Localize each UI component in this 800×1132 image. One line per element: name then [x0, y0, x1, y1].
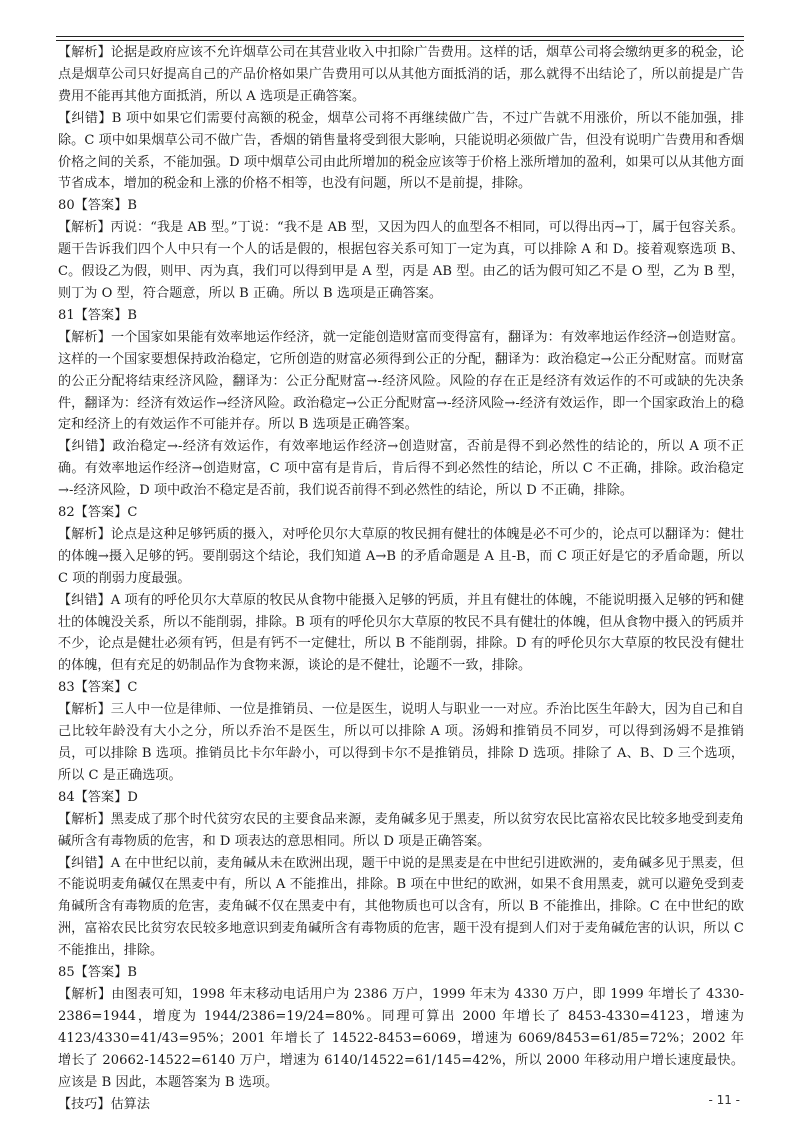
paragraph-analysis: 【解析】论据是政府应该不允许烟草公司在其营业收入中扣除广告费用。这样的话，烟草公司将会缴纳更多的税金，论点是烟草公司只好提高自己的产品价格如果广告费用可以从其他方面抵消的话，那么就得不出结论了，所以前提是广告费用不能再其他方面抵消，所以 A 选项是正确答案。	[58, 45, 744, 104]
document-body	[58, 42, 744, 1115]
paragraph-correction: 【纠错】B 项中如果它们需要付高额的税金，烟草公司将不再继续做广告，不过广告就不用涨价，所以不能加强，排除。C 项中如果烟草公司不做广告，香烟的销售量将受到很大影响，只能说明必须做广告，但没有说明广告费用和香烟价格之间的关系，不能加强。D 项中烟草公司由此所增加的税金应该等于价格上涨所增加的盈利，如果可以从其他方面节省成本，增加的税金和上涨的价格不相等，也没有问题，所以不是前提，排除。	[58, 110, 744, 192]
answer-81: 81【答案】B	[58, 307, 138, 323]
paragraph-analysis: 【解析】三人中一位是律师、一位是推销员、一位是医生，说明人与职业一一对应。乔治比医生年龄大，因为自己和自己比较年龄没有大小之分，所以乔治不是医生，所以可以排除 A 项。汤姆和推销员不同岁，可以得到汤姆不是推销员，可以排除 B 选项。推销员比卡尔年龄小，可以得到卡尔不是推销员，排除 D 选项。排除了 A、B、D 三个选项，所以 C 是正确选项。	[58, 702, 744, 783]
answer-82: 82【答案】C	[58, 505, 138, 521]
paragraph-analysis: 【解析】丙说：“我是 AB 型。”丁说：“我不是 AB 型，又因为四人的血型各不相同，可以得出丙→丁，属于包容关系。题干告诉我们四个人中只有一个人的话是假的，根据包容关系可知丁一定为真，可以排除 A 和 D。接着观察选项 B、C。假设乙为假，则甲、丙为真，我们可以得到甲是 A 型，丙是 AB 型。由乙的话为假可知乙不是 O 型，乙为 B 型，则丁为 O 型，符合题意，所以 B 正确。所以 B 选项是正确答案。	[58, 220, 744, 301]
header-rule-thin	[56, 40, 744, 41]
paragraph-tip: 【技巧】估算法	[58, 1096, 151, 1112]
answer-83: 83【答案】C	[58, 680, 138, 696]
answer-85: 85【答案】B	[58, 965, 138, 981]
paragraph-analysis: 【解析】论点是这种足够钙质的摄入，对呼伦贝尔大草原的牧民拥有健壮的体魄是必不可少的，论点可以翻译为：健壮的体魄→摄入足够的钙。要削弱这个结论，我们知道 A→B 的矛盾命题是 A 且-B，而 C 项正好是它的矛盾命题，所以 C 项的削弱力度最强。	[58, 526, 744, 586]
page-number: - 11 -	[708, 1093, 740, 1107]
paragraph-analysis: 【解析】由图表可知，1998 年末移动电话用户为 2386 万户，1999 年末为 4330 万户，即 1999 年增长了 4330-2386=1944，增度为 1944/2386=19/24=80%。同理可算出 2000 年增长了 8453-4330=4123，增速为 4123/4330=41/43=95%；2001 年增长了 14522-8453=6069，增速为 6069/8453=61/85=72%；2002 年增长了 20662-14522=6140 万户，增速为 6140/14522=61/145=42%，所以 2000 年移动用户增长速度最快。应该是 B 因此，本题答案为 B 选项。	[58, 986, 744, 1090]
paragraph-analysis: 【解析】黑麦成了那个时代贫穷农民的主要食品来源，麦角碱多见于黑麦，所以贫穷农民比富裕农民比较多地受到麦角碱所含有毒物质的危害，和 D 项表达的意思相同。所以 D 项是正确答案。	[58, 811, 744, 849]
header-rule	[56, 36, 744, 37]
answer-80: 80【答案】B	[58, 198, 138, 214]
paragraph-correction: 【纠错】A 项有的呼伦贝尔大草原的牧民从食物中能摄入足够的钙质，并且有健壮的体魄，不能说明摄入足够的钙和健壮的体魄没关系，所以不能削弱，排除。B 项有的呼伦贝尔大草原的牧民不具有健壮的体魄，但从食物中摄入的钙质并不少，论点是健壮必须有钙，但是有钙不一定健壮，所以 B 不能削弱，排除。D 有的呼伦贝尔大草原的牧民没有健壮的体魄，但有充足的奶制品作为食物来源，谈论的是不健壮，论题不一致，排除。	[58, 592, 744, 674]
paragraph-analysis: 【解析】一个国家如果能有效率地运作经济，就一定能创造财富而变得富有，翻译为：有效率地运作经济→创造财富。这样的一个国家要想保持政治稳定，它所创造的财富必须得到公正的分配，翻译为：政治稳定→公正分配财富。而财富的公正分配将结束经济风险，翻译为：公正分配财富→-经济风险。风险的存在正是经济有效运作的不可或缺的先决条件，翻译为：经济有效运作→经济风险。政治稳定→公正分配财富→-经济风险→-经济有效运作，即一个国家政治上的稳定和经济上的有效运作不可能并存。所以 B 选项是正确答案。	[58, 329, 744, 433]
answer-84: 84【答案】D	[58, 789, 138, 805]
paragraph-correction: 【纠错】A 在中世纪以前，麦角碱从未在欧洲出现，题干中说的是黑麦是在中世纪引进欧洲的，麦角碱多见于黑麦，但不能说明麦角碱仅在黑麦中有，所以 A 不能推出，排除。B 项在中世纪的欧洲，如果不食用黑麦，就可以避免受到麦角碱所含有毒物质的危害，麦角碱不仅在黑麦中有，其他物质也可以含有，所以 B 不能推出，排除。C 在中世纪的欧洲，富裕农民比贫穷农民较多地意识到麦角碱所含有毒物质的危害，题干没有提到人们对于麦角碱危害的认识，所以 C 不能推出，排除。	[58, 855, 744, 959]
paragraph-correction: 【纠错】政治稳定→-经济有效运作，有效率地运作经济→创造财富，否前是得不到必然性的结论的，所以 A 项不正确。有效率地运作经济→创造财富，C 项中富有是肯后，肯后得不到必然性的结论，所以 C 不正确，排除。政治稳定→-经济风险，D 项中政治不稳定是否前，我们说否前得不到必然性的结论，所以 D 不正确，排除。	[58, 439, 744, 499]
